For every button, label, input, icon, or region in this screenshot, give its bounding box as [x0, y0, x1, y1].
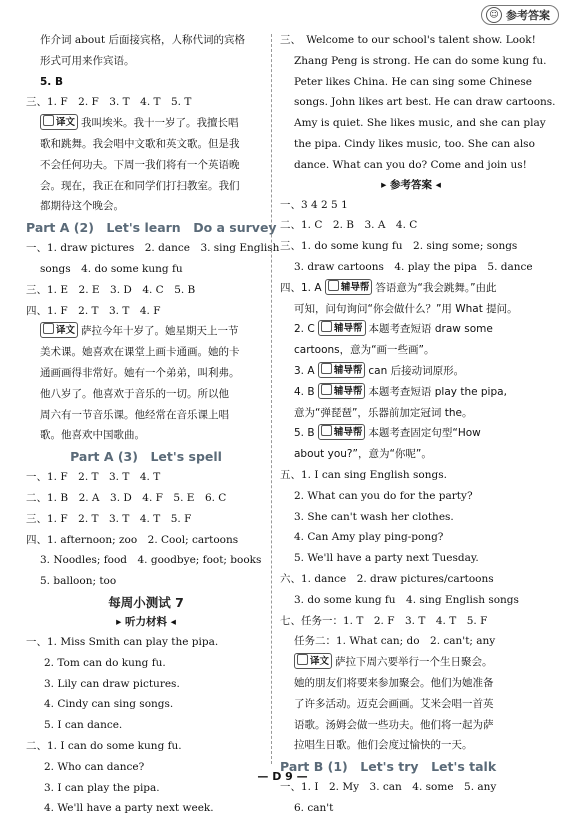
right-line	[280, 361, 542, 382]
line-text: 3. Noodles; food 4. goodbye; foot; books	[40, 554, 262, 567]
left-line	[26, 259, 266, 280]
line-text: 一、1. Miss Smith can play the pipa.	[26, 635, 219, 648]
line-text: Peter likes China. He can sing some Chinese	[294, 75, 532, 88]
left-line	[26, 342, 266, 363]
line-text: songs. John likes art best. He can draw cartoons.	[294, 96, 556, 109]
line-text: Part A (2) Let's learn Do a survey	[26, 220, 277, 236]
right-line	[280, 257, 542, 278]
line-text: 四、1. F 2. T 3. T 4. F	[26, 304, 161, 317]
line-text: 三、1. do some kung fu 2. sing some; songs	[280, 240, 518, 253]
left-line	[26, 405, 266, 426]
right-line	[280, 486, 542, 507]
right-line	[280, 423, 542, 444]
line-text: 5. B	[40, 75, 63, 88]
line-text: 4. We'll have a party next week.	[44, 802, 214, 815]
note-tag-label: 译文	[310, 656, 330, 668]
left-line	[26, 488, 266, 509]
left-line	[26, 674, 266, 695]
left-column	[26, 30, 280, 819]
line-text: 5. We'll have a party next Tuesday.	[294, 552, 479, 565]
left-line	[26, 736, 266, 757]
line-text: 拉唱生日歌。他们会度过愉快的一天。	[294, 739, 473, 752]
left-line	[26, 196, 266, 217]
left-line	[26, 653, 266, 674]
right-line	[280, 403, 542, 424]
note-tag-icon	[321, 363, 332, 374]
note-tag-label: 辅导帮	[333, 427, 363, 439]
answer-badge-label: 参考答案	[506, 9, 550, 22]
left-line	[26, 176, 266, 197]
line-text: 不会任何功夫。下周一我们将有一个英语晚	[40, 158, 240, 171]
line-text: 5. I can dance.	[44, 719, 123, 732]
note-tag-icon	[321, 321, 332, 332]
right-line	[280, 611, 542, 632]
line-text: 2. What can you do for the party?	[294, 489, 473, 502]
right-line	[280, 319, 542, 340]
right-line	[280, 215, 542, 236]
right-line	[280, 176, 542, 195]
right-line	[280, 569, 542, 590]
line-text: 答语意为“我会跳舞。”由此	[375, 281, 497, 294]
right-line	[280, 92, 556, 113]
right-line	[280, 548, 542, 569]
right-line	[280, 444, 542, 465]
note-tag-icon	[328, 280, 339, 291]
mascot-icon: ☺	[486, 7, 502, 23]
left-line	[26, 155, 266, 176]
left-line	[26, 509, 266, 530]
left-line	[26, 694, 266, 715]
line-text: 通画画得非常好。她有一个弟弟，叫利弗。	[40, 366, 240, 379]
line-text: 任务二：1. What can; do 2. can't; any	[294, 635, 496, 648]
right-line	[280, 278, 542, 299]
line-text: 三、1. F 2. F 3. T 4. T 5. T	[26, 96, 192, 109]
line-text: 二、1. C 2. B 3. A 4. C	[280, 219, 418, 232]
line-text: 我叫埃米。我十一岁了。我擅长唱	[81, 117, 239, 130]
item-number: 4. B	[294, 385, 318, 398]
line-text: songs 4. do some kung fu	[40, 262, 183, 275]
line-text: 2. Tom can do kung fu.	[44, 656, 166, 669]
line-text: 5. balloon; too	[40, 575, 117, 588]
left-line	[26, 715, 266, 736]
right-line	[280, 735, 542, 756]
page-number: — D 9 —	[257, 770, 308, 783]
right-line	[280, 382, 542, 403]
right-line	[280, 798, 542, 819]
left-line	[26, 530, 266, 551]
item-number: 5. B	[294, 427, 318, 440]
left-line	[26, 363, 266, 384]
left-line	[26, 592, 266, 613]
line-text: 形式可用来作宾语。	[40, 54, 135, 67]
line-text: 一、1. I 2. My 3. can 4. some 5. any	[280, 781, 497, 794]
left-line	[26, 51, 266, 72]
left-line	[26, 550, 266, 571]
line-text: cartoons，意为“画一些画”。	[294, 344, 435, 357]
header	[481, 4, 559, 26]
left-line	[26, 30, 266, 51]
note-tag	[318, 320, 366, 336]
line-text: can 后接动词原形。	[368, 364, 465, 377]
note-tag-icon	[43, 115, 54, 126]
line-text: 了许多活动。迈克会画画。艾米会唱一首英	[294, 697, 494, 710]
right-line	[280, 673, 542, 694]
column-divider	[271, 34, 272, 764]
line-text: 4. Can Amy play ping-pong?	[294, 531, 444, 544]
line-text: 3. do some kung fu 4. sing English songs	[294, 593, 519, 606]
line-text: 3. I can play the pipa.	[44, 781, 160, 794]
line-text: 本题考查短语 draw some	[368, 323, 493, 336]
left-line	[26, 467, 266, 488]
right-line	[280, 134, 542, 155]
note-tag-label: 译文	[56, 325, 76, 337]
left-line	[26, 301, 266, 322]
left-line	[26, 384, 266, 405]
note-tag	[294, 653, 332, 669]
note-tag	[40, 114, 78, 130]
line-text: ▸ 听力材料 ◂	[116, 615, 176, 628]
left-line	[26, 425, 266, 446]
line-text: 每周小测试 7	[108, 594, 184, 610]
line-text: 本题考查短语 play the pipa,	[368, 385, 507, 398]
left-line	[26, 571, 266, 592]
left-line	[26, 613, 266, 632]
line-text: 三、 Welcome to our school's talent show. Look!	[280, 34, 536, 46]
line-text: Zhang Peng is strong. He can do some kung fu.	[294, 54, 547, 67]
left-line	[26, 72, 266, 93]
left-line	[26, 280, 266, 301]
line-text: 三、1. E 2. E 3. D 4. C 5. B	[26, 283, 196, 296]
note-tag-label: 辅导帮	[334, 323, 363, 335]
line-text: 美术课。她喜欢在课堂上画卡通画。她的卡	[40, 346, 240, 359]
line-text: 四、1. afternoon; zoo 2. Cool; cartoons	[26, 533, 239, 546]
line-text: 可知，问句询问“你会做什么？”用 What 提问。	[294, 302, 518, 315]
line-text: 一、3 4 2 5 1	[280, 198, 348, 211]
left-line	[26, 446, 266, 467]
line-text: 都期待这个晚会。	[40, 200, 124, 213]
right-line	[280, 340, 542, 361]
line-text: 歌和跳舞。我会唱中文歌和英文歌。但是我	[40, 137, 240, 150]
line-text: 五、1. I can sing English songs.	[280, 468, 447, 481]
right-line	[280, 72, 542, 93]
line-text: 一、1. draw pictures 2. dance 3. sing English	[26, 242, 280, 255]
line-text: 3. draw cartoons 4. play the pipa 5. dance	[294, 260, 533, 273]
note-tag	[318, 362, 366, 378]
left-line	[26, 92, 266, 113]
line-text: 6. can't	[294, 801, 334, 814]
left-line	[26, 134, 266, 155]
line-text: 一、1. F 2. T 3. T 4. T	[26, 471, 161, 484]
left-line	[26, 113, 266, 134]
line-text: 三、1. F 2. T 3. T 4. T 5. F	[26, 512, 192, 525]
line-text: 会。现在，我正在和同学们打扫教室。我们	[40, 179, 240, 192]
line-text: 3. She can't wash her clothes.	[294, 510, 454, 523]
line-text: ▸ 参考答案 ◂	[381, 178, 441, 191]
line-text: 她的朋友们将要来参加聚会。他们为她准备	[294, 676, 494, 689]
right-line	[280, 155, 542, 176]
left-line	[26, 217, 277, 238]
line-text: 意为“弹琵琶”，乐器前加定冠词 the。	[294, 406, 473, 419]
note-tag-label: 译文	[56, 117, 76, 129]
line-text: 语歌。汤姆会做一些功夫。他们将一起为萨	[294, 718, 494, 731]
note-tag-icon	[297, 654, 308, 665]
right-line	[280, 195, 542, 216]
line-text: 二、1. I can do some kung fu.	[26, 739, 182, 752]
item-number: 2. C	[294, 323, 319, 336]
left-line	[26, 238, 280, 259]
left-line	[26, 798, 266, 819]
line-text: 萨拉今年十岁了。她星期天上一节	[81, 325, 239, 338]
note-tag	[318, 424, 366, 440]
line-text: 作介词 about 后面接宾格，人称代词的宾格	[40, 34, 245, 46]
line-text: 歌。他喜欢中国歌曲。	[40, 429, 145, 442]
note-tag	[318, 383, 366, 399]
right-line	[280, 465, 542, 486]
line-text: 二、1. B 2. A 3. D 4. F 5. E 6. C	[26, 491, 227, 504]
line-text: 六、1. dance 2. draw pictures/cartoons	[280, 572, 494, 585]
note-tag	[325, 279, 373, 295]
line-text: about you?”，意为“你呢”。	[294, 448, 432, 461]
right-line	[280, 652, 542, 673]
line-text: Part A (3) Let's spell	[70, 449, 222, 465]
line-text: Part B (1) Let's try Let's talk	[280, 759, 497, 775]
right-line	[280, 715, 542, 736]
left-line	[26, 632, 266, 653]
right-line	[280, 51, 547, 72]
right-line	[280, 299, 542, 320]
right-line	[280, 631, 542, 652]
line-text: 3. Lily can draw pictures.	[44, 677, 180, 690]
right-line	[280, 590, 542, 611]
right-column	[280, 30, 556, 819]
item-number: 四、1. A	[280, 281, 325, 294]
line-text: 他八岁了。他喜欢于音乐的一切。所以他	[40, 387, 229, 400]
note-tag-label: 辅导帮	[340, 281, 370, 293]
line-text: 4. Cindy can sing songs.	[44, 698, 174, 711]
line-text: 萨拉下周六要举行一个生日聚会。	[335, 656, 493, 669]
right-line	[280, 527, 542, 548]
right-line	[280, 113, 546, 134]
note-tag-label: 辅导帮	[333, 385, 363, 397]
note-tag-icon	[43, 323, 54, 334]
note-tag-icon	[321, 425, 332, 436]
line-text: dance. What can you do? Come and join us!	[294, 158, 527, 171]
answer-badge	[481, 5, 559, 25]
right-line	[280, 30, 542, 51]
line-text: 本题考查固定句型“How	[368, 427, 481, 440]
right-line	[280, 507, 542, 528]
line-text: 七、任务一：1. T 2. F 3. T 4. T 5. F	[280, 614, 488, 627]
note-tag-label: 辅导帮	[333, 364, 363, 376]
note-tag-icon	[321, 384, 332, 395]
right-line	[280, 236, 542, 257]
line-text: 周六有一节音乐课。他经常在音乐课上唱	[40, 408, 229, 421]
left-line	[26, 321, 266, 342]
note-tag	[40, 322, 78, 338]
line-text: Amy is quiet. She likes music, and she can play	[294, 117, 546, 130]
item-number: 3. A	[294, 364, 318, 377]
line-text: the pipa. Cindy likes music, too. She can also	[294, 137, 535, 150]
line-text: 2. Who can dance?	[44, 760, 145, 773]
right-line	[280, 694, 542, 715]
